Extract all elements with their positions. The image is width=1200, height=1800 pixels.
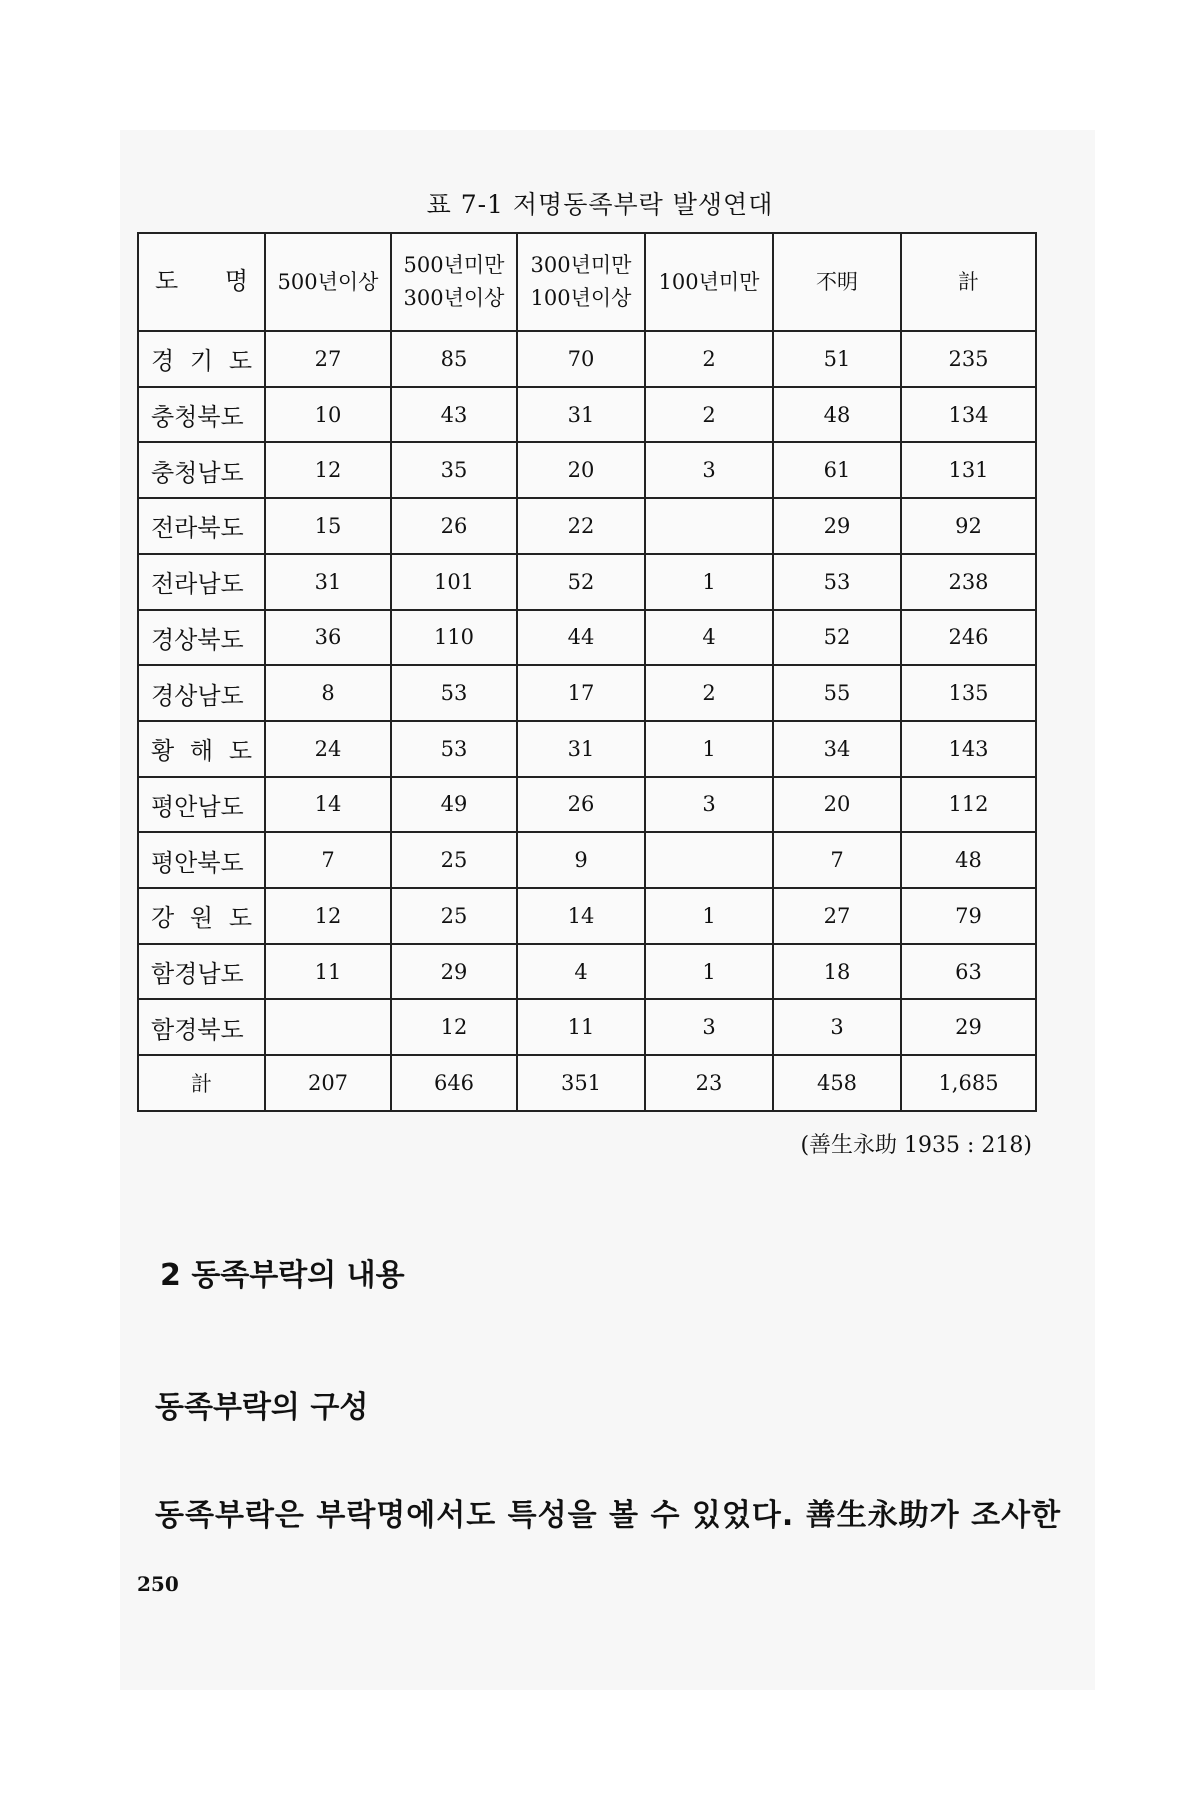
table-cell: 3 <box>773 999 901 1055</box>
table-cell: 12 <box>265 888 391 944</box>
table-cell: 92 <box>901 498 1036 554</box>
table-cell: 2 <box>645 665 773 721</box>
table-body <box>138 331 1036 1111</box>
table-cell: 79 <box>901 888 1036 944</box>
row-label: 평안북도 <box>138 832 265 888</box>
table-cell: 25 <box>391 832 517 888</box>
row-label: 황 해 도 <box>138 721 265 777</box>
table-cell: 70 <box>517 331 645 387</box>
table-row <box>138 610 1036 666</box>
table-cell: 61 <box>773 442 901 498</box>
table-cell: 24 <box>265 721 391 777</box>
table-cell: 143 <box>901 721 1036 777</box>
table-cell: 25 <box>391 888 517 944</box>
table-cell: 52 <box>517 554 645 610</box>
table-cell: 101 <box>391 554 517 610</box>
table-cell: 18 <box>773 944 901 1000</box>
column-header-line: 100년이상 <box>530 286 632 310</box>
table-cell: 10 <box>265 387 391 443</box>
table-cell: 63 <box>901 944 1036 1000</box>
table-cell <box>645 498 773 554</box>
table-cell: 43 <box>391 387 517 443</box>
table-cell: 11 <box>265 944 391 1000</box>
table-cell: 55 <box>773 665 901 721</box>
row-label: 전라남도 <box>138 554 265 610</box>
table-cell: 2 <box>645 331 773 387</box>
table-cell: 134 <box>901 387 1036 443</box>
section-heading: 2 동족부락의 내용 <box>160 1258 405 1293</box>
data-table <box>137 232 1037 1112</box>
table-header-row <box>138 233 1036 331</box>
table-cell: 53 <box>391 665 517 721</box>
column-header-line: 도 명 <box>155 267 248 296</box>
table-cell: 15 <box>265 498 391 554</box>
column-header-line: 不明 <box>816 269 858 294</box>
row-label: 평안남도 <box>138 777 265 833</box>
table-cell: 351 <box>517 1055 645 1111</box>
table-cell: 238 <box>901 554 1036 610</box>
column-header-line: 300년이상 <box>403 286 505 310</box>
column-header-line: 計 <box>958 269 979 294</box>
table-cell: 458 <box>773 1055 901 1111</box>
table-cell: 49 <box>391 777 517 833</box>
column-header-line: 300년미만 <box>530 253 632 278</box>
row-label: 경상남도 <box>138 665 265 721</box>
table-cell: 14 <box>265 777 391 833</box>
table-cell: 4 <box>645 610 773 666</box>
table-cell: 36 <box>265 610 391 666</box>
table-cell: 1 <box>645 721 773 777</box>
table-row <box>138 721 1036 777</box>
table-cell: 26 <box>391 498 517 554</box>
table-cell: 29 <box>901 999 1036 1055</box>
table-cell: 7 <box>773 832 901 888</box>
row-label: 경상북도 <box>138 610 265 666</box>
column-header <box>265 233 391 331</box>
table-row <box>138 999 1036 1055</box>
column-header <box>901 233 1036 331</box>
table-cell: 20 <box>773 777 901 833</box>
table-cell: 9 <box>517 832 645 888</box>
row-label: 함경남도 <box>138 944 265 1000</box>
table-cell: 85 <box>391 331 517 387</box>
table-cell <box>645 832 773 888</box>
column-header <box>138 233 265 331</box>
table-cell: 34 <box>773 721 901 777</box>
table-cell: 44 <box>517 610 645 666</box>
row-label: 전라북도 <box>138 498 265 554</box>
table-cell: 8 <box>265 665 391 721</box>
source-citation: (善生永助 1935 : 218) <box>800 1133 1032 1158</box>
table-caption: 표 7-1 저명동족부락 발생연대 <box>426 190 774 219</box>
table-cell: 35 <box>391 442 517 498</box>
table-cell: 110 <box>391 610 517 666</box>
table-cell: 14 <box>517 888 645 944</box>
table-cell: 20 <box>517 442 645 498</box>
table-cell: 1 <box>645 554 773 610</box>
table-row <box>138 944 1036 1000</box>
body-paragraph: 동족부락은 부락명에서도 특성을 볼 수 있었다. 善生永助가 조사한 <box>155 1498 1062 1533</box>
table-total-row <box>138 1055 1036 1111</box>
row-label: 경 기 도 <box>138 331 265 387</box>
table-cell: 3 <box>645 442 773 498</box>
table-cell: 1,685 <box>901 1055 1036 1111</box>
table-cell <box>265 999 391 1055</box>
table-cell: 4 <box>517 944 645 1000</box>
subheading: 동족부락의 구성 <box>155 1390 369 1425</box>
table-cell: 3 <box>645 777 773 833</box>
table-cell: 135 <box>901 665 1036 721</box>
page-number: 250 <box>137 1572 179 1596</box>
table-row <box>138 554 1036 610</box>
table-row <box>138 498 1036 554</box>
table-cell: 31 <box>517 387 645 443</box>
row-label: 함경북도 <box>138 999 265 1055</box>
column-header <box>773 233 901 331</box>
table-row <box>138 442 1036 498</box>
table-cell: 27 <box>773 888 901 944</box>
table-cell: 48 <box>901 832 1036 888</box>
table-cell: 246 <box>901 610 1036 666</box>
table-cell: 3 <box>645 999 773 1055</box>
table-cell: 48 <box>773 387 901 443</box>
table-cell: 22 <box>517 498 645 554</box>
table-cell: 12 <box>265 442 391 498</box>
table-cell: 7 <box>265 832 391 888</box>
table-cell: 131 <box>901 442 1036 498</box>
column-header-line: 500년미만 <box>403 253 505 278</box>
table-cell: 53 <box>773 554 901 610</box>
row-label: 충청북도 <box>138 387 265 443</box>
table-row <box>138 331 1036 387</box>
table-cell: 31 <box>517 721 645 777</box>
table-cell: 235 <box>901 331 1036 387</box>
table-cell: 17 <box>517 665 645 721</box>
row-label: 강 원 도 <box>138 888 265 944</box>
table-row <box>138 665 1036 721</box>
column-header-line: 100년미만 <box>658 269 760 294</box>
table-row <box>138 888 1036 944</box>
table-cell: 646 <box>391 1055 517 1111</box>
table-row <box>138 387 1036 443</box>
column-header <box>391 233 517 331</box>
table-cell: 29 <box>773 498 901 554</box>
table-row <box>138 777 1036 833</box>
table-cell: 29 <box>391 944 517 1000</box>
table-cell: 31 <box>265 554 391 610</box>
table-cell: 51 <box>773 331 901 387</box>
table-cell: 52 <box>773 610 901 666</box>
table-cell: 12 <box>391 999 517 1055</box>
table-row <box>138 832 1036 888</box>
column-header <box>517 233 645 331</box>
column-header-line: 500년이상 <box>277 269 379 294</box>
table-cell: 112 <box>901 777 1036 833</box>
column-header <box>645 233 773 331</box>
table-cell: 53 <box>391 721 517 777</box>
table-cell: 26 <box>517 777 645 833</box>
table-cell: 207 <box>265 1055 391 1111</box>
row-label: 충청남도 <box>138 442 265 498</box>
row-label: 計 <box>138 1055 265 1111</box>
table-cell: 11 <box>517 999 645 1055</box>
table-cell: 2 <box>645 387 773 443</box>
table-cell: 1 <box>645 888 773 944</box>
table-cell: 27 <box>265 331 391 387</box>
table-cell: 23 <box>645 1055 773 1111</box>
table-cell: 1 <box>645 944 773 1000</box>
